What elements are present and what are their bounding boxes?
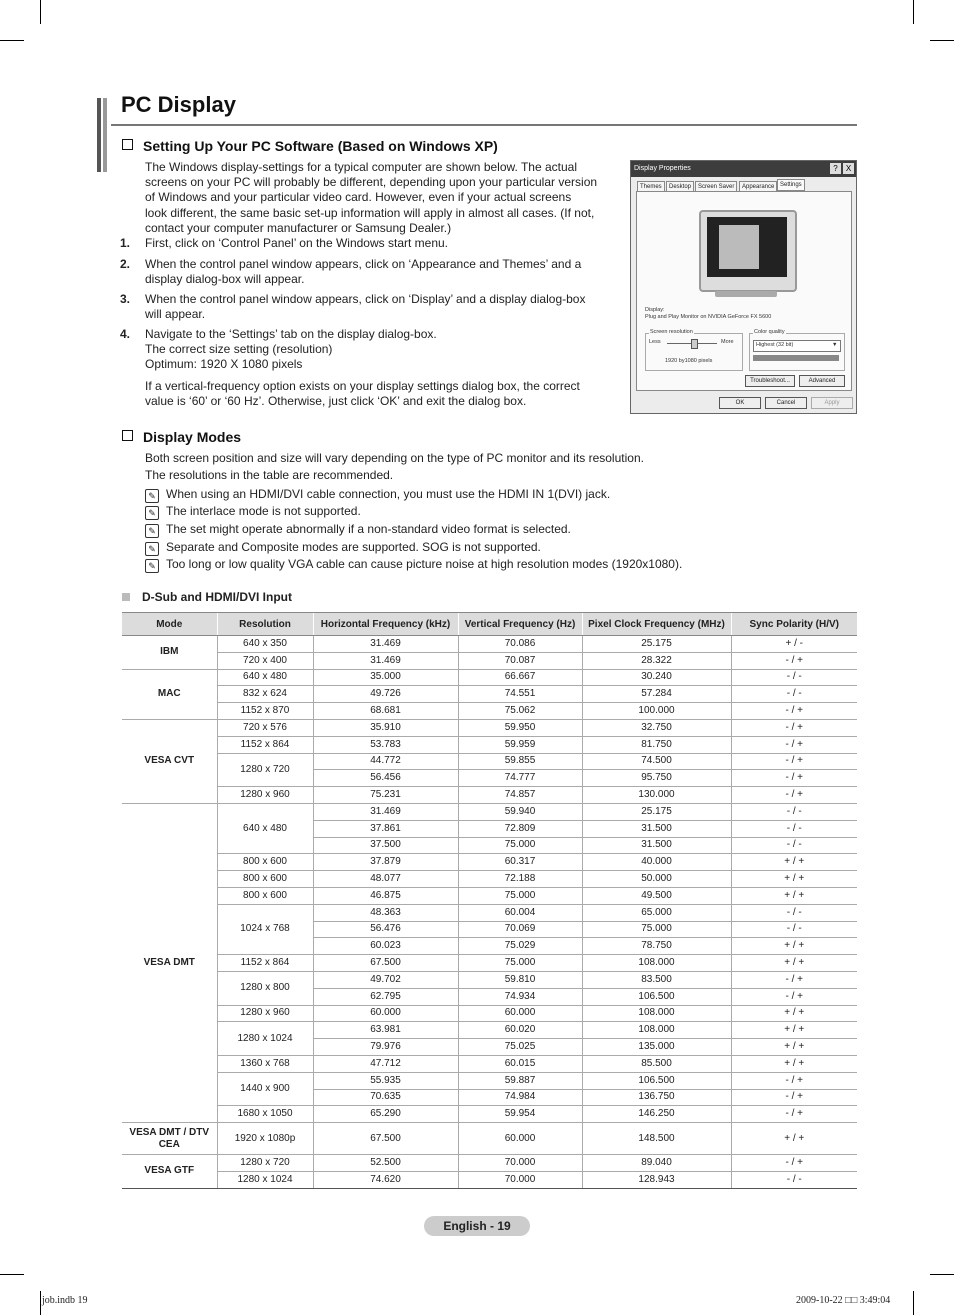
- section-heading-text: Display Modes: [143, 429, 242, 445]
- note-icon: ✎: [145, 506, 159, 520]
- hfreq-cell: 65.290: [313, 1106, 458, 1123]
- hfreq-cell: 31.469: [313, 652, 458, 669]
- table-row: [122, 1106, 857, 1123]
- crop-mark: [0, 40, 24, 41]
- resolution-cell: 1680 x 1050: [217, 1106, 313, 1123]
- pixel-clock-cell: 89.040: [582, 1155, 731, 1172]
- vfreq-cell: 60.317: [458, 854, 582, 871]
- sync-polarity-cell: - / -: [731, 820, 857, 837]
- hfreq-cell: 79.976: [313, 1039, 458, 1056]
- after-line: If a vertical-frequency option exists on your display settings dialog box, the correct: [145, 379, 580, 393]
- dialog-title: Display Properties: [634, 165, 691, 172]
- mode-cell: VESA CVT: [122, 719, 217, 803]
- resolution-cell: 720 x 576: [217, 719, 313, 736]
- sync-polarity-cell: - / -: [731, 803, 857, 820]
- sync-polarity-cell: + / -: [731, 636, 857, 653]
- sync-polarity-cell: - / +: [731, 703, 857, 720]
- advanced-button[interactable]: Advanced: [799, 375, 845, 387]
- step-text: The correct size setting (resolution): [145, 342, 333, 357]
- tab-appearance[interactable]: Appearance: [739, 181, 777, 193]
- color-quality-label: Color quality: [754, 329, 785, 335]
- crop-mark: [40, 0, 41, 24]
- hfreq-cell: 37.500: [313, 837, 458, 854]
- sync-polarity-cell: - / -: [731, 904, 857, 921]
- sync-polarity-cell: + / +: [731, 854, 857, 871]
- hfreq-cell: 37.861: [313, 820, 458, 837]
- pixel-clock-cell: 106.500: [582, 988, 731, 1005]
- vfreq-cell: 66.667: [458, 669, 582, 686]
- table-row: [122, 753, 857, 770]
- step-text: When the control panel window appears, click on ‘Display’ and a display dialog-box: [145, 292, 586, 306]
- sync-polarity-cell: - / +: [731, 719, 857, 736]
- note-icon: ✎: [145, 559, 159, 573]
- resolution-cell: 832 x 624: [217, 686, 313, 703]
- vfreq-cell: 75.000: [458, 887, 582, 904]
- mode-cell: VESA DMT: [122, 803, 217, 1122]
- sync-polarity-cell: + / +: [731, 938, 857, 955]
- resolution-slider-thumb[interactable]: [691, 339, 698, 349]
- display-label: Display:: [645, 307, 665, 313]
- resolution-cell: 1280 x 720: [217, 1155, 313, 1172]
- pixel-clock-cell: 83.500: [582, 971, 731, 988]
- table-row: [122, 887, 857, 904]
- sync-polarity-cell: + / +: [731, 871, 857, 888]
- hfreq-cell: 35.000: [313, 669, 458, 686]
- pixel-clock-cell: 30.240: [582, 669, 731, 686]
- vfreq-cell: 60.000: [458, 1005, 582, 1022]
- tab-settings[interactable]: Settings: [777, 179, 805, 191]
- note-text: When using an HDMI/DVI cable connection, you must use the HDMI IN 1(DVI) jack.: [166, 487, 611, 501]
- pixel-clock-cell: 31.500: [582, 820, 731, 837]
- step-text: Optimum: 1920 X 1080 pixels: [145, 357, 303, 372]
- intro-line: screens on your PC will probably be different, depending upon your particular version: [145, 175, 598, 190]
- vfreq-cell: 59.954: [458, 1106, 582, 1123]
- hfreq-cell: 46.875: [313, 887, 458, 904]
- column-header: Horizontal Frequency (kHz): [313, 613, 458, 636]
- settings-panel: [636, 191, 852, 391]
- title-accent-bar: [97, 98, 101, 172]
- hfreq-cell: 31.469: [313, 803, 458, 820]
- resolution-cell: 1280 x 960: [217, 1005, 313, 1022]
- pixel-clock-cell: 49.500: [582, 887, 731, 904]
- hfreq-cell: 67.500: [313, 955, 458, 972]
- vfreq-cell: 70.087: [458, 652, 582, 669]
- pixel-clock-cell: 74.500: [582, 753, 731, 770]
- step-number: 2.: [120, 257, 131, 271]
- vfreq-cell: 70.000: [458, 1155, 582, 1172]
- resolution-cell: 1280 x 1024: [217, 1171, 313, 1188]
- table-row: [122, 736, 857, 753]
- resolution-cell: 1152 x 870: [217, 703, 313, 720]
- checkbox-bullet-icon: [122, 139, 133, 150]
- resolution-cell: 800 x 600: [217, 871, 313, 888]
- pixel-clock-cell: 85.500: [582, 1055, 731, 1072]
- pixel-clock-cell: 108.000: [582, 955, 731, 972]
- pixel-clock-cell: 40.000: [582, 854, 731, 871]
- section2-intro: [145, 450, 644, 484]
- hfreq-cell: 67.500: [313, 1123, 458, 1155]
- vfreq-cell: 75.000: [458, 837, 582, 854]
- resolution-cell: 1024 x 768: [217, 904, 313, 954]
- pixel-clock-cell: 100.000: [582, 703, 731, 720]
- crop-mark: [0, 1274, 24, 1275]
- mode-cell: VESA DMT / DTV CEA: [122, 1123, 217, 1155]
- sync-polarity-cell: + / +: [731, 1039, 857, 1056]
- cancel-button[interactable]: Cancel: [765, 397, 807, 409]
- table-heading-text: D-Sub and HDMI/DVI Input: [142, 590, 292, 604]
- resolution-cell: 1280 x 800: [217, 971, 313, 1005]
- pixel-clock-cell: 81.750: [582, 736, 731, 753]
- vfreq-cell: 75.000: [458, 955, 582, 972]
- hfreq-cell: 68.681: [313, 703, 458, 720]
- note-icon: ✎: [145, 542, 159, 556]
- sync-polarity-cell: - / -: [731, 669, 857, 686]
- footer-timestamp: 2009-10-22 □□ 3:49:04: [796, 1295, 891, 1306]
- display-modes-table: [122, 612, 857, 1189]
- table-row: [122, 904, 857, 921]
- pixel-clock-cell: 135.000: [582, 1039, 731, 1056]
- column-header: Sync Polarity (H/V): [731, 613, 857, 636]
- vfreq-cell: 70.000: [458, 1171, 582, 1188]
- table-heading: [122, 590, 292, 604]
- vfreq-cell: 60.020: [458, 1022, 582, 1039]
- pixel-clock-cell: 25.175: [582, 803, 731, 820]
- column-header: Resolution: [217, 613, 313, 636]
- pixel-clock-cell: 108.000: [582, 1022, 731, 1039]
- hfreq-cell: 55.935: [313, 1072, 458, 1089]
- pixel-clock-cell: 57.284: [582, 686, 731, 703]
- sync-polarity-cell: + / +: [731, 1005, 857, 1022]
- step-text: display dialog-box will appear.: [145, 272, 305, 287]
- resolution-cell: 800 x 600: [217, 854, 313, 871]
- hfreq-cell: 60.023: [313, 938, 458, 955]
- resolution-value: 1920 by1080 pixels: [665, 358, 713, 364]
- pixel-clock-cell: 108.000: [582, 1005, 731, 1022]
- table-row: [122, 1171, 857, 1188]
- table-row: [122, 871, 857, 888]
- table-row: [122, 1055, 857, 1072]
- hfreq-cell: 48.363: [313, 904, 458, 921]
- after-line: value is ‘60’ or ‘60 Hz’. Otherwise, just click ‘OK’ and exit the dialog box.: [145, 394, 527, 409]
- dialog-titlebar: [631, 161, 856, 177]
- vfreq-cell: 70.086: [458, 636, 582, 653]
- page-title: PC Display: [121, 92, 236, 117]
- display-properties-dialog: [630, 160, 857, 414]
- vfreq-cell: 59.810: [458, 971, 582, 988]
- step-text: Navigate to the ‘Settings’ tab on the display dialog-box.: [145, 327, 437, 341]
- mode-cell: IBM: [122, 636, 217, 670]
- step-text: will appear.: [145, 307, 206, 322]
- vfreq-cell: 74.777: [458, 770, 582, 787]
- intro-line: The Windows display-settings for a typical computer are shown below. The actual: [145, 160, 577, 174]
- hfreq-cell: 47.712: [313, 1055, 458, 1072]
- table-row: [122, 669, 857, 686]
- display-value: Plug and Play Monitor on NVIDIA GeForce FX 5600: [645, 314, 772, 320]
- vfreq-cell: 59.855: [458, 753, 582, 770]
- column-header: Pixel Clock Frequency (MHz): [582, 613, 731, 636]
- color-quality-group: [749, 333, 845, 371]
- note-icon: ✎: [145, 524, 159, 538]
- table-row: [122, 703, 857, 720]
- crop-mark: [40, 1291, 41, 1315]
- pixel-clock-cell: 32.750: [582, 719, 731, 736]
- table-row: [122, 803, 857, 820]
- color-quality-select[interactable]: [753, 340, 841, 352]
- table-row: [122, 1005, 857, 1022]
- mode-cell: MAC: [122, 669, 217, 719]
- note-item: [145, 557, 682, 573]
- vfreq-cell: 59.940: [458, 803, 582, 820]
- table-row: [122, 1022, 857, 1039]
- color-bar: [753, 355, 839, 361]
- pixel-clock-cell: 28.322: [582, 652, 731, 669]
- hfreq-cell: 49.726: [313, 686, 458, 703]
- step-number: 4.: [120, 327, 131, 341]
- hfreq-cell: 48.077: [313, 871, 458, 888]
- troubleshoot-button[interactable]: Troubleshoot...: [745, 375, 795, 387]
- note-item: [145, 504, 361, 520]
- note-item: [145, 540, 541, 556]
- resolution-cell: 640 x 480: [217, 803, 313, 853]
- table-body: [122, 636, 857, 1189]
- vfreq-cell: 75.025: [458, 1039, 582, 1056]
- sync-polarity-cell: - / -: [731, 837, 857, 854]
- resolution-cell: 1280 x 960: [217, 787, 313, 804]
- section-heading-text: Setting Up Your PC Software (Based on Windows XP): [143, 138, 498, 154]
- table-row: [122, 652, 857, 669]
- resolution-cell: 1152 x 864: [217, 736, 313, 753]
- sync-polarity-cell: + / +: [731, 955, 857, 972]
- note-item: [145, 522, 571, 538]
- note-text: Too long or low quality VGA cable can cause picture noise at high resolution modes (1920x1080).: [166, 557, 683, 571]
- sync-polarity-cell: - / -: [731, 1171, 857, 1188]
- vfreq-cell: 72.809: [458, 820, 582, 837]
- hfreq-cell: 56.456: [313, 770, 458, 787]
- chevron-down-icon: ▼: [832, 342, 838, 348]
- resolution-group-label: Screen resolution: [650, 329, 693, 335]
- hfreq-cell: 49.702: [313, 971, 458, 988]
- monitor-base: [715, 291, 777, 297]
- vfreq-cell: 70.069: [458, 921, 582, 938]
- pixel-clock-cell: 148.500: [582, 1123, 731, 1155]
- hfreq-cell: 56.476: [313, 921, 458, 938]
- vfreq-cell: 75.029: [458, 938, 582, 955]
- resolution-cell: 720 x 400: [217, 652, 313, 669]
- table-row: [122, 636, 857, 653]
- vfreq-cell: 74.857: [458, 787, 582, 804]
- step-number: 1.: [120, 236, 131, 250]
- sync-polarity-cell: - / +: [731, 787, 857, 804]
- sync-polarity-cell: - / +: [731, 988, 857, 1005]
- column-header: Vertical Frequency (Hz): [458, 613, 582, 636]
- footer-file: job.indb 19: [42, 1295, 88, 1306]
- sync-polarity-cell: - / +: [731, 1106, 857, 1123]
- note-text: The interlace mode is not supported.: [166, 504, 361, 518]
- vfreq-cell: 75.062: [458, 703, 582, 720]
- vfreq-cell: 59.887: [458, 1072, 582, 1089]
- sync-polarity-cell: - / -: [731, 921, 857, 938]
- sync-polarity-cell: - / +: [731, 736, 857, 753]
- table-row: [122, 1072, 857, 1089]
- step-text: When the control panel window appears, click on ‘Appearance and Themes’ and a: [145, 257, 582, 271]
- crop-mark: [913, 0, 914, 24]
- resolution-cell: 1360 x 768: [217, 1055, 313, 1072]
- table-row: [122, 719, 857, 736]
- vfreq-cell: 59.959: [458, 736, 582, 753]
- note-text: Separate and Composite modes are supported. SOG is not supported.: [166, 540, 541, 554]
- vfreq-cell: 72.188: [458, 871, 582, 888]
- step-text: First, click on ‘Control Panel’ on the Windows start menu.: [145, 236, 449, 250]
- pixel-clock-cell: 50.000: [582, 871, 731, 888]
- resolution-cell: 640 x 480: [217, 669, 313, 686]
- table-row: [122, 955, 857, 972]
- sync-polarity-cell: - / -: [731, 686, 857, 703]
- resolution-cell: 1920 x 1080p: [217, 1123, 313, 1155]
- pixel-clock-cell: 75.000: [582, 921, 731, 938]
- vfreq-cell: 74.984: [458, 1089, 582, 1106]
- tab-desktop[interactable]: Desktop: [666, 181, 694, 193]
- monitor-icon: [699, 210, 797, 292]
- help-icon[interactable]: ?: [830, 163, 841, 174]
- pixel-clock-cell: 136.750: [582, 1089, 731, 1106]
- vfreq-cell: 60.015: [458, 1055, 582, 1072]
- pixel-clock-cell: 95.750: [582, 770, 731, 787]
- section-heading-display-modes: [122, 429, 241, 445]
- pixel-clock-cell: 146.250: [582, 1106, 731, 1123]
- intro-line: of Windows and your particular video card. However, even if your actual screens: [145, 190, 572, 205]
- sync-polarity-cell: + / +: [731, 1022, 857, 1039]
- note-item: [145, 487, 610, 503]
- intro-line: contact your computer manufacturer or Samsung Dealer.): [145, 220, 452, 235]
- pixel-clock-cell: 31.500: [582, 837, 731, 854]
- sync-polarity-cell: - / +: [731, 770, 857, 787]
- pixel-clock-cell: 106.500: [582, 1072, 731, 1089]
- mode-cell: VESA GTF: [122, 1155, 217, 1189]
- title-accent-bar: [103, 98, 107, 172]
- hfreq-cell: 75.231: [313, 787, 458, 804]
- hfreq-cell: 62.795: [313, 988, 458, 1005]
- hfreq-cell: 60.000: [313, 1005, 458, 1022]
- less-label: Less: [649, 339, 661, 345]
- checkbox-bullet-icon: [122, 430, 133, 441]
- hfreq-cell: 70.635: [313, 1089, 458, 1106]
- intro-line: look different, the same basic set-up information will apply in almost all cases. (If not,: [145, 205, 595, 220]
- sync-polarity-cell: - / +: [731, 1089, 857, 1106]
- resolution-cell: 1440 x 900: [217, 1072, 313, 1106]
- table-row: [122, 971, 857, 988]
- intro-line: Both screen position and size will vary depending on the type of PC monitor and its resolution.: [145, 451, 644, 465]
- section1-after: [145, 379, 580, 409]
- sync-polarity-cell: - / +: [731, 652, 857, 669]
- column-header: Mode: [122, 613, 217, 636]
- table-row: [122, 1155, 857, 1172]
- sync-polarity-cell: - / +: [731, 753, 857, 770]
- note-text: The set might operate abnormally if a non-standard video format is selected.: [166, 522, 571, 536]
- note-icon: ✎: [145, 489, 159, 503]
- crop-mark: [930, 1274, 954, 1275]
- section-heading-pc-software: [122, 138, 498, 154]
- intro-line: The resolutions in the table are recommended.: [145, 468, 394, 482]
- hfreq-cell: 53.783: [313, 736, 458, 753]
- hfreq-cell: 74.620: [313, 1171, 458, 1188]
- vfreq-cell: 59.950: [458, 719, 582, 736]
- vfreq-cell: 60.004: [458, 904, 582, 921]
- hfreq-cell: 31.469: [313, 636, 458, 653]
- table-row: [122, 787, 857, 804]
- tab-themes[interactable]: Themes: [637, 181, 665, 193]
- vfreq-cell: 74.551: [458, 686, 582, 703]
- resolution-cell: 1152 x 864: [217, 955, 313, 972]
- resolution-cell: 800 x 600: [217, 887, 313, 904]
- table-row: [122, 1123, 857, 1155]
- pixel-clock-cell: 65.000: [582, 904, 731, 921]
- sync-polarity-cell: + / +: [731, 887, 857, 904]
- pixel-clock-cell: 78.750: [582, 938, 731, 955]
- hfreq-cell: 52.500: [313, 1155, 458, 1172]
- hfreq-cell: 63.981: [313, 1022, 458, 1039]
- sync-polarity-cell: - / +: [731, 1072, 857, 1089]
- more-label: More: [721, 339, 734, 345]
- resolution-cell: 1280 x 720: [217, 753, 313, 787]
- sync-polarity-cell: - / +: [731, 971, 857, 988]
- hfreq-cell: 37.879: [313, 854, 458, 871]
- tab-screen-saver[interactable]: Screen Saver: [695, 181, 737, 193]
- pixel-clock-cell: 25.175: [582, 636, 731, 653]
- vfreq-cell: 74.934: [458, 988, 582, 1005]
- section1-intro: [145, 160, 597, 236]
- apply-button[interactable]: Apply: [811, 397, 853, 409]
- resolution-cell: 640 x 350: [217, 636, 313, 653]
- hfreq-cell: 44.772: [313, 753, 458, 770]
- vfreq-cell: 60.000: [458, 1123, 582, 1155]
- ok-button[interactable]: OK: [719, 397, 761, 409]
- page-number: English - 19: [424, 1216, 530, 1236]
- table-header-row: [122, 613, 857, 636]
- sync-polarity-cell: - / +: [731, 1155, 857, 1172]
- table-row: [122, 854, 857, 871]
- step-number: 3.: [120, 292, 131, 306]
- hfreq-cell: 35.910: [313, 719, 458, 736]
- crop-mark: [930, 40, 954, 41]
- color-quality-value: Highest (32 bit): [756, 342, 794, 348]
- pixel-clock-cell: 130.000: [582, 787, 731, 804]
- square-bullet-icon: [122, 593, 130, 601]
- crop-mark: [913, 1291, 914, 1315]
- sync-polarity-cell: + / +: [731, 1123, 857, 1155]
- sync-polarity-cell: + / +: [731, 1055, 857, 1072]
- resolution-cell: 1280 x 1024: [217, 1022, 313, 1056]
- title-divider: [111, 124, 857, 126]
- table-row: [122, 686, 857, 703]
- close-icon[interactable]: X: [843, 163, 854, 174]
- pixel-clock-cell: 128.943: [582, 1171, 731, 1188]
